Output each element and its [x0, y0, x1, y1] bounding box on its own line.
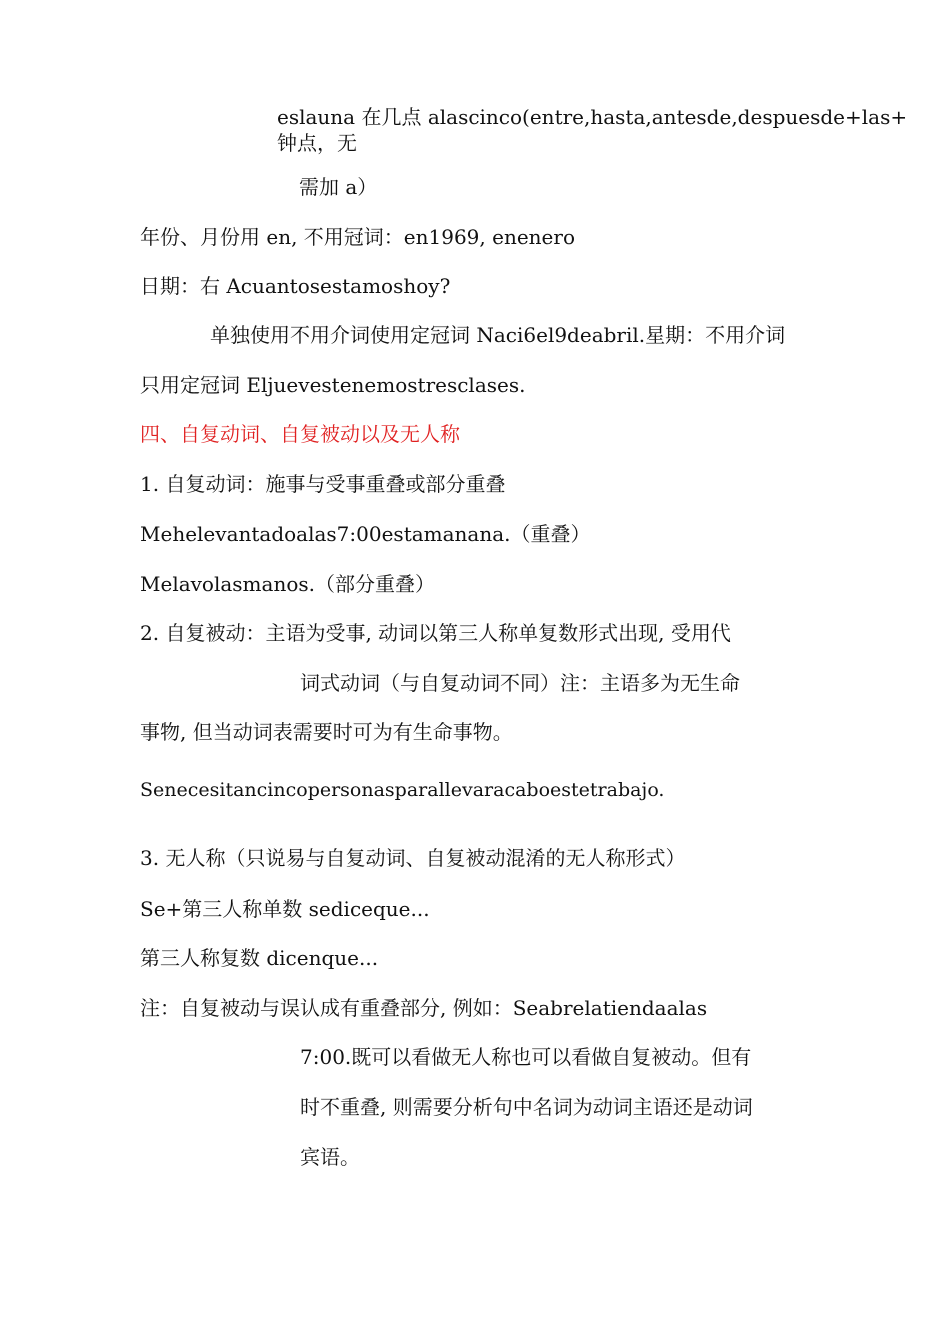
text-line-14: 事物, 但当动词表需要时可为有生命事物。: [140, 720, 513, 744]
text-line-20: 7:00.既可以看做无人称也可以看做自复被动。但有: [300, 1045, 752, 1069]
text-line-22: 宾语。: [300, 1145, 360, 1169]
text-line-1: eslauna 在几点 alascinco(entre,hasta,antesde,despuesde+las+: [277, 105, 908, 129]
text-line-16: 3. 无人称（只说易与自复动词、自复被动混淆的无人称形式）: [140, 846, 686, 870]
section-heading: 四、自复动词、自复被动以及无人称: [140, 422, 460, 446]
text-line-13: 词式动词（与自复动词不同）注：主语多为无生命: [300, 671, 740, 695]
text-line-9: 1. 自复动词：施事与受事重叠或部分重叠: [140, 472, 506, 496]
text-line-7: 只用定冠词 Eljuevestenemostresclases.: [140, 373, 526, 397]
text-line-10: Mehelevantadoalas7:00estamanana.（重叠）: [140, 522, 591, 546]
text-line-18: 第三人称复数 dicenque...: [140, 946, 379, 970]
text-line-2: 钟点，无: [277, 131, 357, 155]
text-line-15: Senecesitancincopersonasparallevaracaboestetrabajo.: [140, 779, 665, 801]
text-line-3: 需加 a）: [299, 175, 378, 199]
text-line-11: Melavolasmanos.（部分重叠）: [140, 572, 435, 596]
text-line-5: 日期：右 Acuantosestamoshoy?: [140, 274, 451, 298]
text-line-19: 注：自复被动与误认成有重叠部分, 例如：Seabrelatiendaalas: [140, 996, 708, 1020]
text-line-21: 时不重叠, 则需要分析句中名词为动词主语还是动词: [300, 1095, 753, 1119]
text-line-4: 年份、月份用 en, 不用冠词：en1969, enenero: [140, 225, 575, 249]
text-line-6: 单独使用不用介词使用定冠词 Naci6el9deabril.星期：不用介词: [210, 323, 786, 347]
text-line-12: 2. 自复被动：主语为受事, 动词以第三人称单复数形式出现, 受用代: [140, 621, 731, 645]
text-line-17: Se+第三人称单数 sediceque...: [140, 897, 430, 921]
